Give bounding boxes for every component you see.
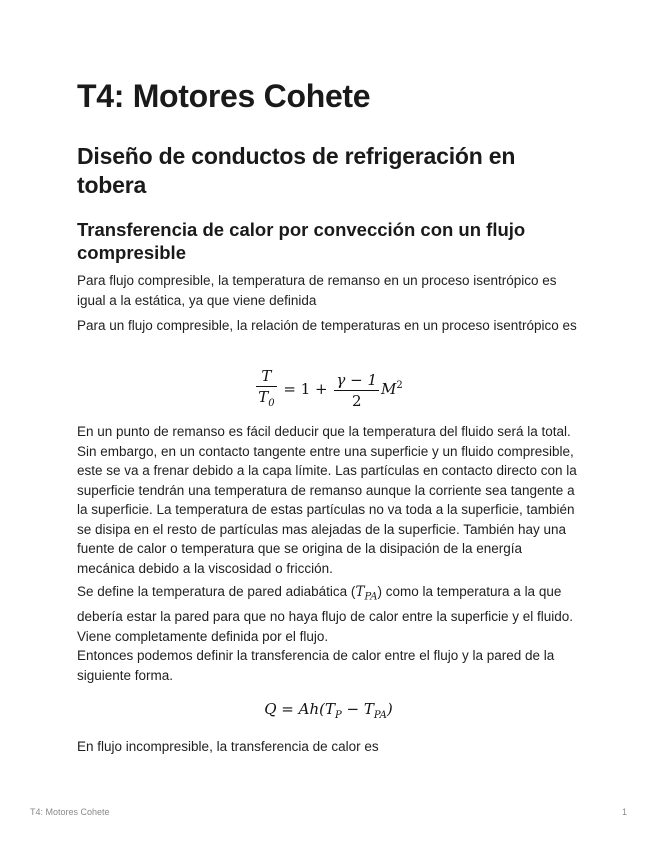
subsection-heading: Transferencia de calor por convección con un flujo compresible: [77, 219, 526, 263]
fraction-denominator: $T_0$: [258, 388, 275, 409]
equation-heat-transfer: $Q = Ah(T_P - T_{PA})$: [264, 700, 393, 721]
paragraph-4: Se define la temperatura de pared adiabática $(T_{PA})$ como la temperatura a la que debería estar la pared para que no haya flujo de calor entre la superficie y el fluido. Viene completamente definida por el flujo.: [77, 584, 574, 644]
page-title: T4: Motores Cohete: [77, 78, 371, 114]
equation-temperature-ratio: [77, 366, 580, 414]
paragraph-2: Para un flujo compresible, la relación de temperaturas en un proceso isentrópico es: [77, 318, 577, 333]
paragraph-6: En flujo incompresible, la transferencia de calor es: [77, 739, 379, 754]
fraction-numerator: γ − 1: [336, 370, 378, 389]
paragraph-5: Entonces podemos definir la transferencia de calor entre el flujo y la pared de la siguiente forma.: [77, 648, 555, 683]
fraction-gamma: [334, 370, 379, 411]
fraction-numerator: T: [256, 366, 276, 387]
mach-symbol: M: [381, 380, 397, 398]
section-heading: Diseño de conductos de refrigeración en tobera: [77, 143, 516, 198]
paragraph-1: Para flujo compresible, la temperatura de remanso en un proceso isentrópico es igual a la estática, ya que viene definida: [77, 273, 557, 308]
paragraph-3: En un punto de remanso es fácil deducir que la temperatura del fluido será la total. Sin embargo, en un contacto tangente entre una superficie y un fluido compresible, este se va a frenar debido a la capa límite. Las partículas en contacto directo con la superficie tendrán una temperatura de remanso aunque la corriente sea tangente a la superficie. La temperatura de estas partículas no va toda a la superficie, también se disipa en el resto de partículas mas alejadas de la superficie. También hay una fuente de calor o temperatura que se origina de la disipación de la energía mecánica debido a la viscosidad o fricción.: [77, 424, 577, 576]
footer-title: T4: Motores Cohete: [30, 807, 110, 817]
equation-operator: = 1 +: [283, 380, 328, 398]
fraction-denominator: 2: [351, 391, 362, 410]
inline-math-tpa: $T_{PA}$: [355, 584, 378, 603]
page-number: 1: [621, 807, 627, 817]
fraction-t-over-t0: [256, 366, 276, 414]
mach-exponent: 2: [396, 380, 403, 391]
